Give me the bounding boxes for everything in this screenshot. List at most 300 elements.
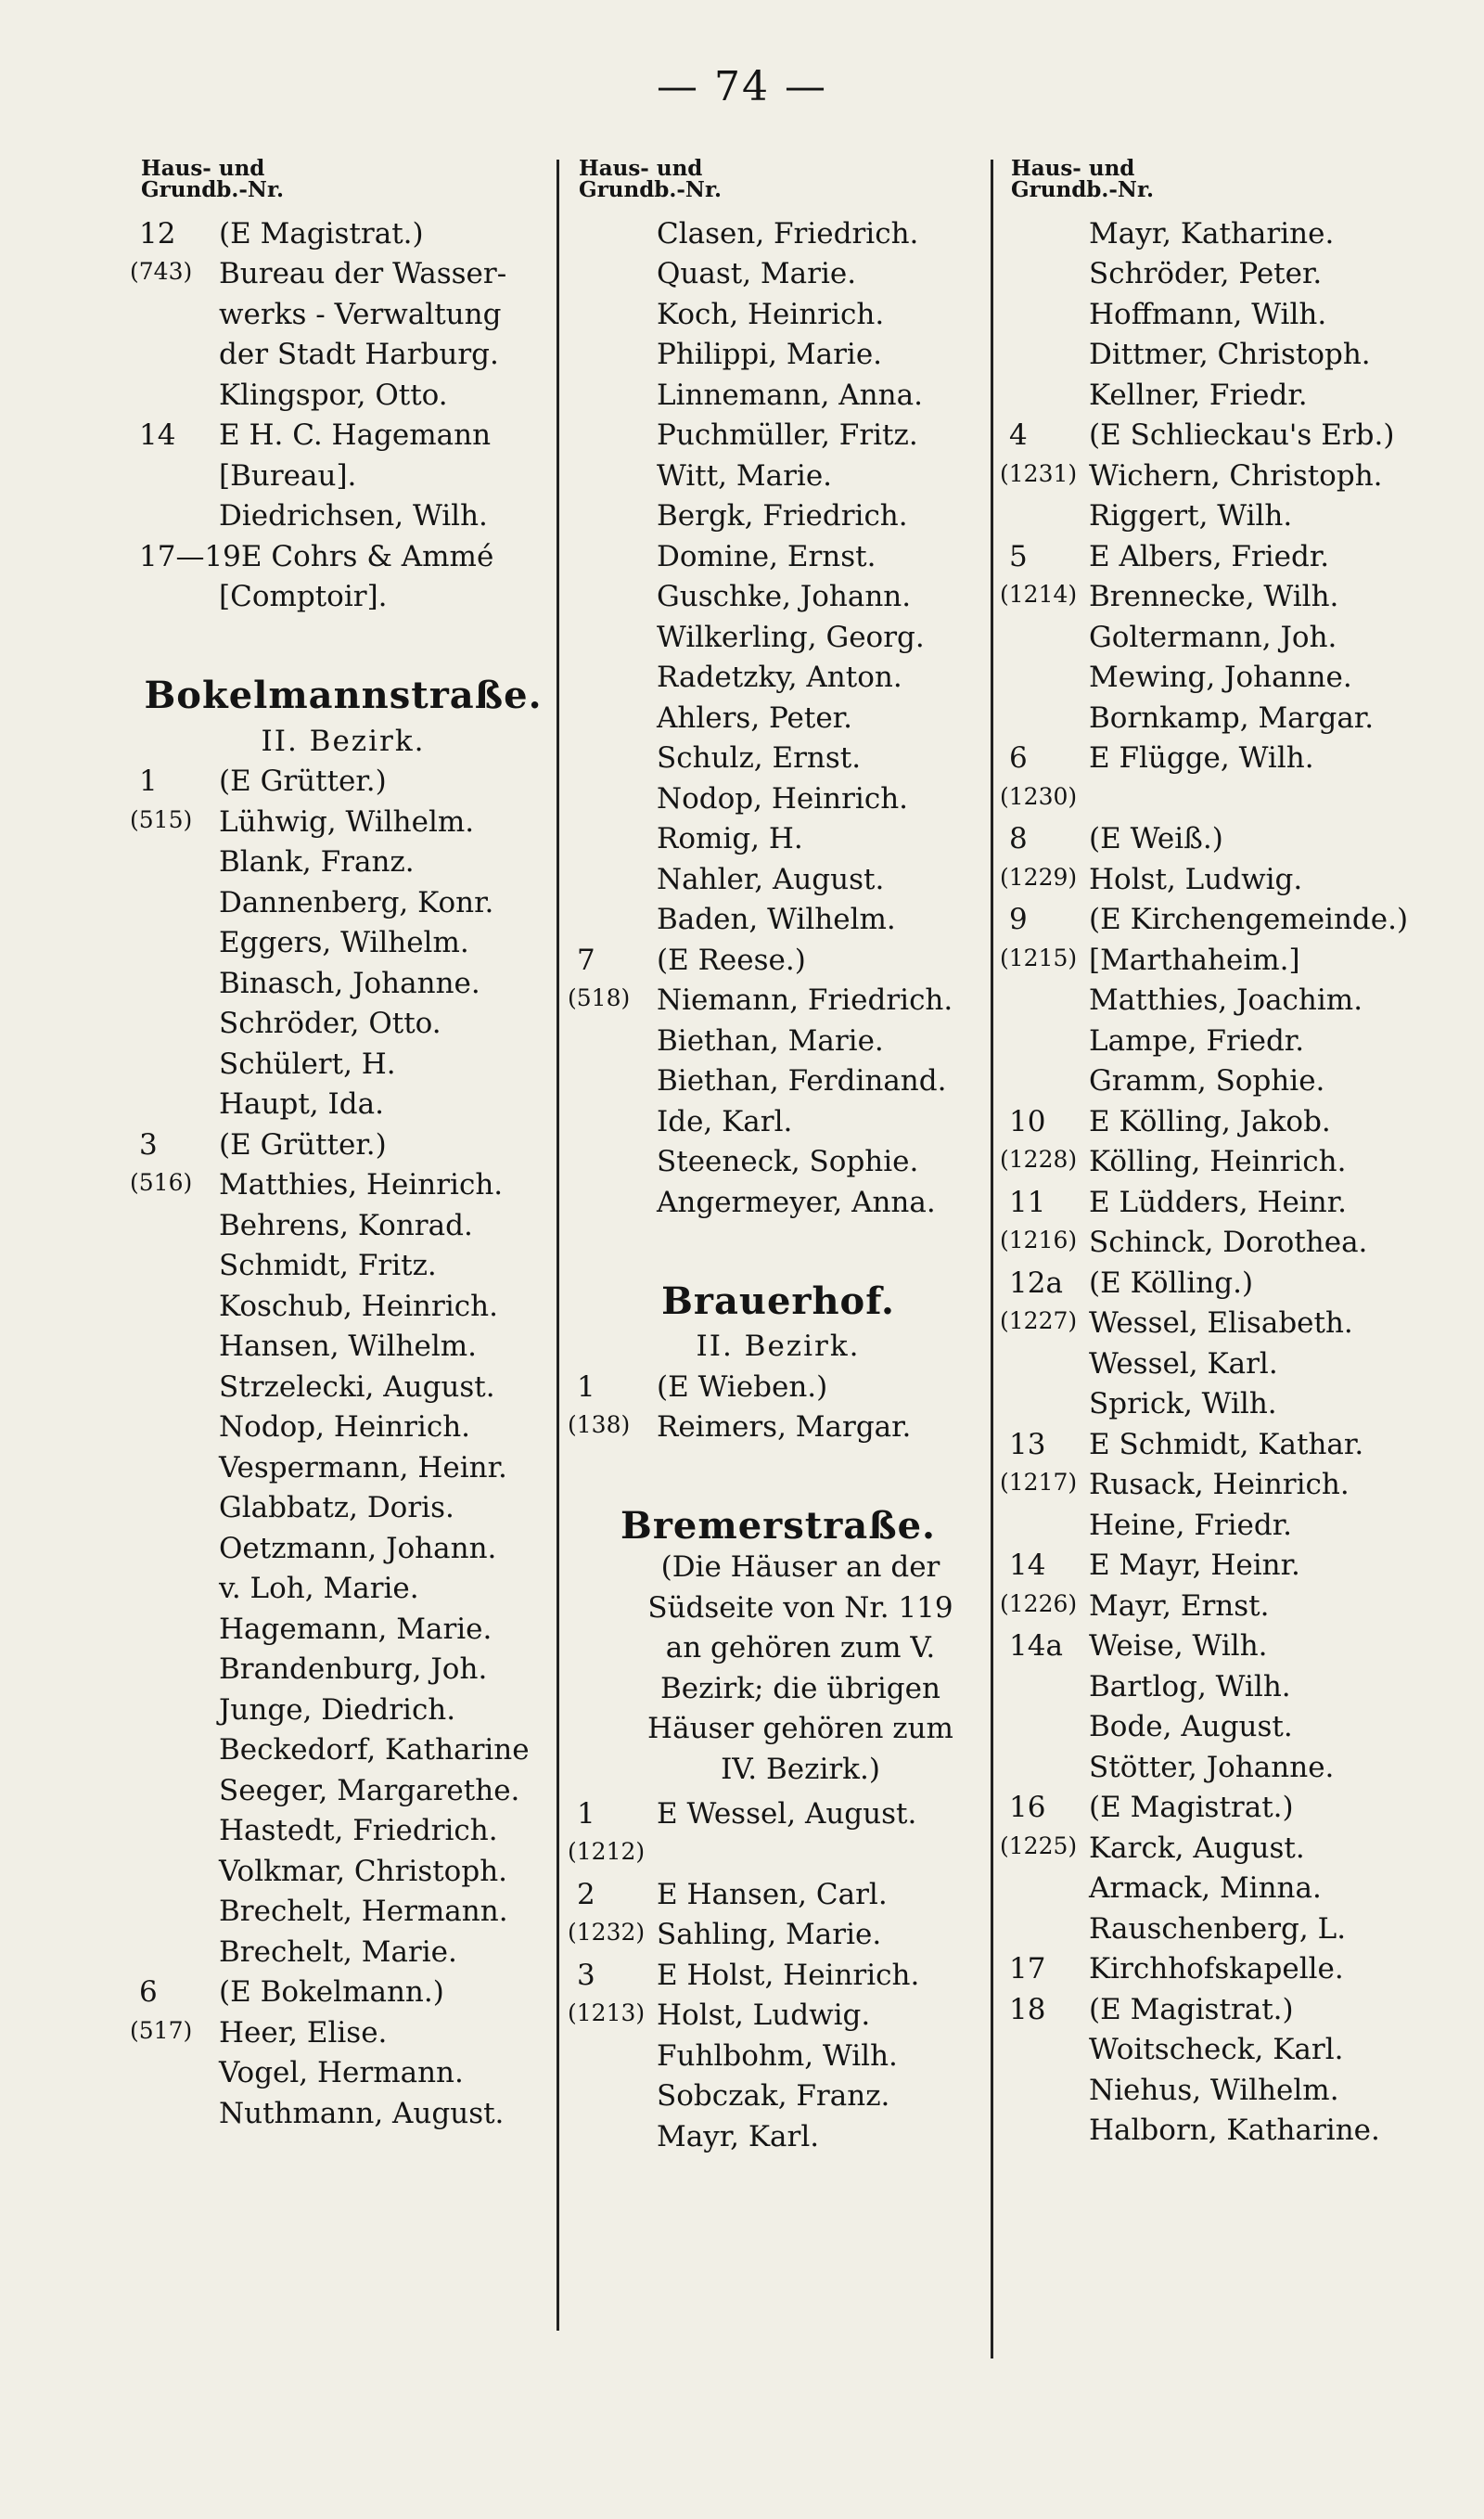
house-number: 6 xyxy=(139,1975,158,2009)
directory-entry xyxy=(130,1646,556,1687)
directory-entry xyxy=(1000,1098,1445,1138)
directory-entry xyxy=(1000,1017,1445,1058)
resident-name: Armack, Minna. xyxy=(1089,1871,1322,1905)
directory-entry xyxy=(1000,533,1445,573)
resident-name: Wessel, Elisabeth. xyxy=(1089,1306,1353,1340)
resident-name: Rusack, Heinrich. xyxy=(1089,1468,1350,1501)
house-number: 17—19 xyxy=(139,539,241,573)
resident-name: E Wessel, August. xyxy=(657,1796,917,1831)
directory-entry xyxy=(130,1242,556,1283)
land-register-number: (517) xyxy=(130,2016,193,2044)
directory-entry xyxy=(130,1969,556,2010)
column-3 xyxy=(1000,158,1445,2147)
resident-name: [Marthaheim.] xyxy=(1089,943,1300,977)
directory-entry xyxy=(1000,452,1445,493)
directory-entry xyxy=(1000,251,1445,291)
directory-entry xyxy=(130,1847,556,1888)
resident-name: Haupt, Ida. xyxy=(219,1087,384,1121)
resident-name: Quast, Marie. xyxy=(657,257,857,290)
resident-name: (E Schlieckau's Erb.) xyxy=(1089,418,1395,452)
street-note: Südseite von Nr. 119 xyxy=(647,1590,953,1625)
resident-name: werks - Verwaltung xyxy=(219,297,502,331)
directory-entry xyxy=(1000,2066,1445,2107)
directory-entry xyxy=(568,290,989,331)
resident-name: Brechelt, Hermann. xyxy=(219,1895,508,1928)
directory-entry xyxy=(130,1202,556,1242)
column-header xyxy=(141,158,556,200)
column-header xyxy=(579,158,989,200)
directory-entry xyxy=(1000,1824,1445,1865)
house-number: 2 xyxy=(577,1877,595,1911)
directory-entry xyxy=(130,1686,556,1727)
directory-entry xyxy=(568,1831,989,1871)
land-register-number: (1231) xyxy=(1000,459,1078,487)
house-number: 3 xyxy=(139,1127,158,1162)
directory-entry xyxy=(130,1605,556,1646)
house-number: 16 xyxy=(1009,1791,1046,1824)
street-note: an gehören zum V. xyxy=(665,1631,936,1664)
directory-entry xyxy=(130,1323,556,1364)
directory-entry xyxy=(1000,1663,1445,1703)
resident-name: (E Kölling.) xyxy=(1089,1266,1254,1300)
directory-entry xyxy=(1000,694,1445,735)
house-number: 3 xyxy=(577,1958,595,1992)
directory-entry xyxy=(1000,1784,1445,1825)
directory-entry xyxy=(1000,1178,1445,1219)
house-number: 12a xyxy=(1009,1266,1063,1300)
directory-entry xyxy=(1000,654,1445,695)
directory-entry xyxy=(130,1565,556,1606)
resident-name: Mayr, Karl. xyxy=(657,2119,820,2153)
directory-entry xyxy=(1000,1542,1445,1583)
directory-entry xyxy=(130,533,556,573)
spacer xyxy=(568,1219,989,1253)
directory-entry xyxy=(1000,2107,1445,2148)
resident-name: E Schmidt, Kathar. xyxy=(1089,1427,1364,1461)
directory-entry xyxy=(1000,1623,1445,1664)
resident-name: Matthies, Heinrich. xyxy=(219,1168,504,1202)
directory-entry xyxy=(1000,1381,1445,1421)
resident-name: Junge, Diedrich. xyxy=(219,1692,456,1727)
house-number: 13 xyxy=(1009,1427,1046,1461)
land-register-number: (1228) xyxy=(1000,1146,1078,1173)
resident-name: Weise, Wilh. xyxy=(1089,1629,1268,1663)
street-heading: Bremerstraße. xyxy=(620,1504,936,1548)
resident-name: Dittmer, Christoph. xyxy=(1089,338,1371,371)
house-number: 5 xyxy=(1009,539,1028,573)
directory-entry xyxy=(568,816,989,856)
house-number: 1 xyxy=(577,1369,595,1404)
resident-name: Holst, Ludwig. xyxy=(1089,862,1303,896)
directory-entry xyxy=(1000,1058,1445,1099)
resident-name: Lühwig, Wilhelm. xyxy=(219,804,475,839)
resident-name: Schröder, Peter. xyxy=(1089,257,1323,290)
directory-entry xyxy=(130,452,556,493)
directory-entry xyxy=(130,1282,556,1323)
directory-entry xyxy=(568,1790,989,1831)
directory-entry xyxy=(130,1081,556,1122)
resident-name: Schmidt, Fritz. xyxy=(219,1249,437,1282)
resident-name: Kellner, Friedr. xyxy=(1089,378,1308,412)
directory-entry xyxy=(130,879,556,919)
resident-name: Brandenburg, Joh. xyxy=(219,1652,488,1686)
resident-name: Schinck, Dorothea. xyxy=(1089,1226,1368,1259)
resident-name: Reimers, Margar. xyxy=(657,1410,912,1444)
district-label: II. Bezirk. xyxy=(696,1330,861,1363)
resident-name: Schulz, Ernst. xyxy=(657,741,862,775)
directory-entry xyxy=(568,1870,989,1911)
column-2 xyxy=(568,158,989,2153)
land-register-number: (1214) xyxy=(1000,581,1078,608)
resident-name: Behrens, Konrad. xyxy=(219,1208,473,1242)
house-number: 7 xyxy=(577,943,595,977)
house-number: 14 xyxy=(139,418,176,452)
directory-entry xyxy=(1000,290,1445,331)
resident-name: [Comptoir]. xyxy=(219,580,388,613)
resident-name: Gramm, Sophie. xyxy=(1089,1064,1325,1098)
resident-name: Bartlog, Wilh. xyxy=(1089,1669,1291,1703)
resident-name: Bornkamp, Margar. xyxy=(1089,700,1375,735)
resident-name: Mayr, Ernst. xyxy=(1089,1588,1270,1623)
resident-name: v. Loh, Marie. xyxy=(219,1572,419,1605)
house-number: 4 xyxy=(1009,418,1028,452)
resident-name: Riggert, Wilh. xyxy=(1089,499,1293,533)
land-register-number: (1215) xyxy=(1000,944,1078,971)
resident-name: Ide, Karl. xyxy=(657,1104,793,1138)
directory-entry xyxy=(130,1444,556,1484)
directory-entry xyxy=(568,1138,989,1179)
directory-entry xyxy=(1000,1461,1445,1502)
directory-entry xyxy=(1000,412,1445,453)
directory-entry xyxy=(568,1911,989,1952)
resident-name: Biethan, Marie. xyxy=(657,1023,884,1058)
resident-name: Klingspor, Otto. xyxy=(219,378,448,412)
resident-name: Heine, Friedr. xyxy=(1089,1508,1293,1542)
resident-name: Mayr, Katharine. xyxy=(1089,216,1335,251)
district-label: II. Bezirk. xyxy=(261,724,426,758)
directory-entry xyxy=(568,694,989,735)
resident-name: Vogel, Hermann. xyxy=(219,2056,464,2089)
resident-name: Volkmar, Christoph. xyxy=(219,1854,508,1888)
directory-entry xyxy=(130,959,556,1000)
house-number: 8 xyxy=(1009,822,1028,855)
resident-name: Heer, Elise. xyxy=(219,2015,388,2050)
directory-entry xyxy=(1000,816,1445,856)
directory-entry xyxy=(568,1992,989,2033)
resident-name: Witt, Marie. xyxy=(657,458,833,493)
directory-entry xyxy=(568,573,989,614)
resident-name: Seeger, Margarethe. xyxy=(219,1773,520,1807)
land-register-number: (138) xyxy=(568,1411,631,1438)
resident-name: Fuhlbohm, Wilh. xyxy=(657,2038,898,2073)
resident-name: Steeneck, Sophie. xyxy=(657,1145,919,1178)
land-register-number: (516) xyxy=(130,1169,193,1196)
resident-name: Nodop, Heinrich. xyxy=(219,1410,471,1444)
resident-name: Dannenberg, Konr. xyxy=(219,885,494,919)
directory-entry xyxy=(1000,1905,1445,1946)
directory-entry xyxy=(1000,493,1445,533)
directory-entry xyxy=(130,798,556,839)
house-number: 14 xyxy=(1009,1549,1046,1582)
land-register-number: (1212) xyxy=(568,1838,646,1865)
resident-name: Brennecke, Wilh. xyxy=(1089,580,1339,613)
resident-name: Schröder, Otto. xyxy=(219,1007,441,1040)
directory-entry xyxy=(568,452,989,493)
directory-entry xyxy=(568,371,989,412)
resident-name: E Mayr, Heinr. xyxy=(1089,1549,1300,1582)
house-number: 6 xyxy=(1009,741,1028,775)
directory-entry xyxy=(130,412,556,453)
resident-name: Matthies, Joachim. xyxy=(1089,983,1363,1017)
house-number: 10 xyxy=(1009,1104,1046,1138)
land-register-number: (1226) xyxy=(1000,1589,1078,1617)
directory-entry xyxy=(1000,2026,1445,2067)
land-register-number: (1216) xyxy=(1000,1227,1078,1253)
resident-name: Wessel, Karl. xyxy=(1089,1346,1278,1381)
directory-entry xyxy=(1000,1300,1445,1341)
street-heading: Bokelmannstraße. xyxy=(144,674,543,717)
land-register-number: (518) xyxy=(568,984,631,1011)
resident-name: Koch, Heinrich. xyxy=(657,297,885,331)
house-number: 9 xyxy=(1009,903,1028,936)
house-number: 14a xyxy=(1009,1629,1063,1663)
resident-name: Wilkerling, Georg. xyxy=(657,620,925,654)
resident-name: Stötter, Johanne. xyxy=(1089,1750,1335,1784)
directory-entry xyxy=(130,1000,556,1041)
column-header-line: Haus- und xyxy=(141,156,265,181)
directory-entry xyxy=(1000,1865,1445,1906)
resident-name: Hoffmann, Wilh. xyxy=(1089,297,1327,331)
resident-name: Eggers, Wilhelm. xyxy=(219,926,469,959)
resident-name: E Kölling, Jakob. xyxy=(1089,1104,1331,1138)
resident-name: Koschub, Heinrich. xyxy=(219,1289,498,1323)
house-number: 18 xyxy=(1009,1992,1046,2026)
resident-name: Romig, H. xyxy=(657,822,803,855)
directory-entry xyxy=(1000,1582,1445,1623)
directory-entry xyxy=(568,735,989,776)
street-note: (Die Häuser an der xyxy=(660,1550,940,1584)
resident-name: Nahler, August. xyxy=(657,862,885,896)
directory-entry xyxy=(568,855,989,896)
resident-name: Hansen, Wilhelm. xyxy=(219,1330,478,1363)
directory-entry xyxy=(1000,1420,1445,1461)
land-register-number: (1213) xyxy=(568,1999,646,2026)
directory-entry xyxy=(1000,1986,1445,2026)
directory-entry xyxy=(568,1017,989,1058)
land-register-number: (1225) xyxy=(1000,1831,1078,1859)
directory-entry xyxy=(568,493,989,533)
directory-entry xyxy=(1000,1501,1445,1542)
spacer xyxy=(568,1444,989,1477)
resident-name: Rauschenberg, L. xyxy=(1089,1911,1347,1946)
house-number: 11 xyxy=(1009,1185,1046,1219)
resident-name: Radetzky, Anton. xyxy=(657,661,902,694)
directory-entry xyxy=(1000,896,1445,937)
resident-name: Sahling, Marie. xyxy=(657,1918,882,1951)
resident-name: (E Grütter.) xyxy=(219,1127,387,1162)
resident-name: Nuthmann, August. xyxy=(219,2096,505,2130)
directory-entry xyxy=(130,1404,556,1445)
resident-name: (E Weiß.) xyxy=(1089,822,1223,855)
street-note: Bezirk; die übrigen xyxy=(660,1671,940,1705)
resident-name: Lampe, Friedr. xyxy=(1089,1023,1305,1058)
directory-entry xyxy=(568,896,989,937)
resident-name: der Stadt Harburg. xyxy=(219,338,499,371)
directory-entry xyxy=(1000,1703,1445,1744)
column-header xyxy=(1011,158,1445,200)
resident-name: Sprick, Wilh. xyxy=(1089,1387,1277,1420)
directory-entry xyxy=(568,613,989,654)
resident-name: E Cohrs & Ammé xyxy=(240,539,494,573)
directory-entry xyxy=(568,977,989,1018)
resident-name: Clasen, Friedrich. xyxy=(657,216,919,251)
directory-entry xyxy=(130,919,556,960)
directory-entry xyxy=(568,2073,989,2114)
directory-entry xyxy=(568,412,989,453)
resident-name: Goltermann, Joh. xyxy=(1089,620,1337,654)
resident-name: (E Grütter.) xyxy=(219,765,387,798)
street-heading: Brauerhof. xyxy=(661,1279,895,1323)
resident-name: Baden, Wilhelm. xyxy=(657,903,896,936)
directory-entry xyxy=(1000,1138,1445,1179)
directory-entry xyxy=(130,573,556,614)
resident-name: Domine, Ernst. xyxy=(657,539,876,573)
street-note: Häuser gehören zum xyxy=(647,1712,953,1745)
directory-entry xyxy=(1000,977,1445,1018)
directory-entry xyxy=(568,1058,989,1099)
resident-name: Karck, August. xyxy=(1089,1831,1305,1865)
directory-entry xyxy=(568,1404,989,1445)
directory-entry xyxy=(130,1524,556,1565)
resident-name: Schülert, H. xyxy=(219,1047,396,1081)
resident-name: Angermeyer, Anna. xyxy=(657,1185,936,1219)
land-register-number: (515) xyxy=(130,805,193,833)
directory-entry xyxy=(130,1807,556,1848)
directory-entry xyxy=(568,1951,989,1992)
resident-name: Puchmüller, Fritz. xyxy=(657,418,918,452)
directory-entry xyxy=(1000,855,1445,896)
land-register-number: (1232) xyxy=(568,1919,646,1946)
resident-name: (E Wieben.) xyxy=(657,1369,828,1404)
land-register-number: (1217) xyxy=(1000,1469,1078,1496)
resident-name: (E Bokelmann.) xyxy=(219,1975,444,2009)
resident-name: Guschke, Johann. xyxy=(657,580,912,613)
resident-name: Kirchhofskapelle. xyxy=(1089,1952,1344,1986)
resident-name: Glabbatz, Doris. xyxy=(219,1491,454,1524)
directory-entry xyxy=(130,1121,556,1162)
directory-entry xyxy=(1000,371,1445,412)
column-divider xyxy=(556,160,559,2331)
resident-name: E Holst, Heinrich. xyxy=(657,1958,920,1992)
directory-entry xyxy=(568,2032,989,2073)
directory-entry xyxy=(1000,1219,1445,1260)
directory-entry xyxy=(130,1484,556,1525)
resident-name: Holst, Ludwig. xyxy=(657,1998,871,2032)
directory-entry xyxy=(1000,210,1445,251)
column-header-line: Grundb.-Nr. xyxy=(141,177,284,202)
directory-entry xyxy=(130,371,556,412)
resident-name: (E Reese.) xyxy=(657,943,806,977)
resident-name: E Flügge, Wilh. xyxy=(1089,741,1314,775)
directory-entry xyxy=(130,1888,556,1929)
resident-name: Linnemann, Anna. xyxy=(657,378,923,412)
directory-entry xyxy=(568,533,989,573)
resident-name: Niehus, Wilhelm. xyxy=(1089,2073,1339,2107)
directory-entry xyxy=(130,839,556,880)
house-number: 1 xyxy=(139,765,158,798)
resident-name: Bergk, Friedrich. xyxy=(657,499,908,533)
directory-entry xyxy=(1000,735,1445,776)
directory-entry xyxy=(568,775,989,816)
directory-entry xyxy=(1000,331,1445,372)
directory-entry xyxy=(130,2050,556,2090)
directory-entry xyxy=(568,654,989,695)
resident-name: Bureau der Wasser- xyxy=(219,257,507,290)
directory-entry xyxy=(130,1162,556,1202)
directory-entry xyxy=(568,331,989,372)
resident-name: Vespermann, Heinr. xyxy=(219,1450,507,1484)
resident-name: (E Magistrat.) xyxy=(219,216,424,251)
directory-entry xyxy=(568,210,989,251)
directory-entry xyxy=(130,290,556,331)
directory-entry xyxy=(568,1178,989,1219)
resident-name: E Albers, Friedr. xyxy=(1089,539,1330,573)
resident-name: Oetzmann, Johann. xyxy=(219,1531,497,1565)
directory-entry xyxy=(130,210,556,251)
resident-name: Brechelt, Marie. xyxy=(219,1934,457,1969)
directory-entry xyxy=(130,2009,556,2050)
column-divider xyxy=(991,160,993,2358)
directory-entry xyxy=(130,1727,556,1767)
resident-name: Philippi, Marie. xyxy=(657,338,883,371)
column-1 xyxy=(130,158,556,2130)
resident-name: [Bureau]. xyxy=(219,458,357,493)
street-note: IV. Bezirk.) xyxy=(721,1752,880,1786)
resident-name: E Lüdders, Heinr. xyxy=(1089,1185,1348,1219)
resident-name: E H. C. Hagemann xyxy=(219,418,492,452)
directory-entry xyxy=(1000,1340,1445,1381)
directory-entry xyxy=(1000,573,1445,614)
directory-entry xyxy=(130,758,556,799)
resident-name: Mewing, Johanne. xyxy=(1089,661,1352,694)
directory-entry xyxy=(1000,1946,1445,1986)
resident-name: Kölling, Heinrich. xyxy=(1089,1145,1347,1178)
directory-entry xyxy=(130,1363,556,1404)
column-header-line: Haus- und xyxy=(1011,156,1135,181)
resident-name: Ahlers, Peter. xyxy=(657,700,852,735)
spacer xyxy=(130,613,556,647)
land-register-number: (743) xyxy=(130,258,193,285)
directory-entry xyxy=(1000,775,1445,816)
resident-name: Nodop, Heinrich. xyxy=(657,781,909,816)
resident-name: Biethan, Ferdinand. xyxy=(657,1064,947,1098)
directory-entry xyxy=(130,2089,556,2130)
resident-name: E Hansen, Carl. xyxy=(657,1877,888,1911)
resident-name: Bode, August. xyxy=(1089,1710,1293,1743)
resident-name: Binasch, Johanne. xyxy=(219,966,480,1000)
land-register-number: (1227) xyxy=(1000,1307,1078,1334)
house-number: 17 xyxy=(1009,1952,1046,1986)
directory-entry xyxy=(130,251,556,291)
resident-name: Blank, Franz. xyxy=(219,845,415,879)
resident-name: Diedrichsen, Wilh. xyxy=(219,499,488,533)
resident-name: Niemann, Friedrich. xyxy=(657,983,953,1017)
column-header-line: Haus- und xyxy=(579,156,703,181)
resident-name: Halborn, Katharine. xyxy=(1089,2114,1380,2147)
land-register-number: (1229) xyxy=(1000,863,1078,891)
land-register-number: (1230) xyxy=(1000,782,1078,810)
resident-name: Strzelecki, August. xyxy=(219,1369,495,1404)
